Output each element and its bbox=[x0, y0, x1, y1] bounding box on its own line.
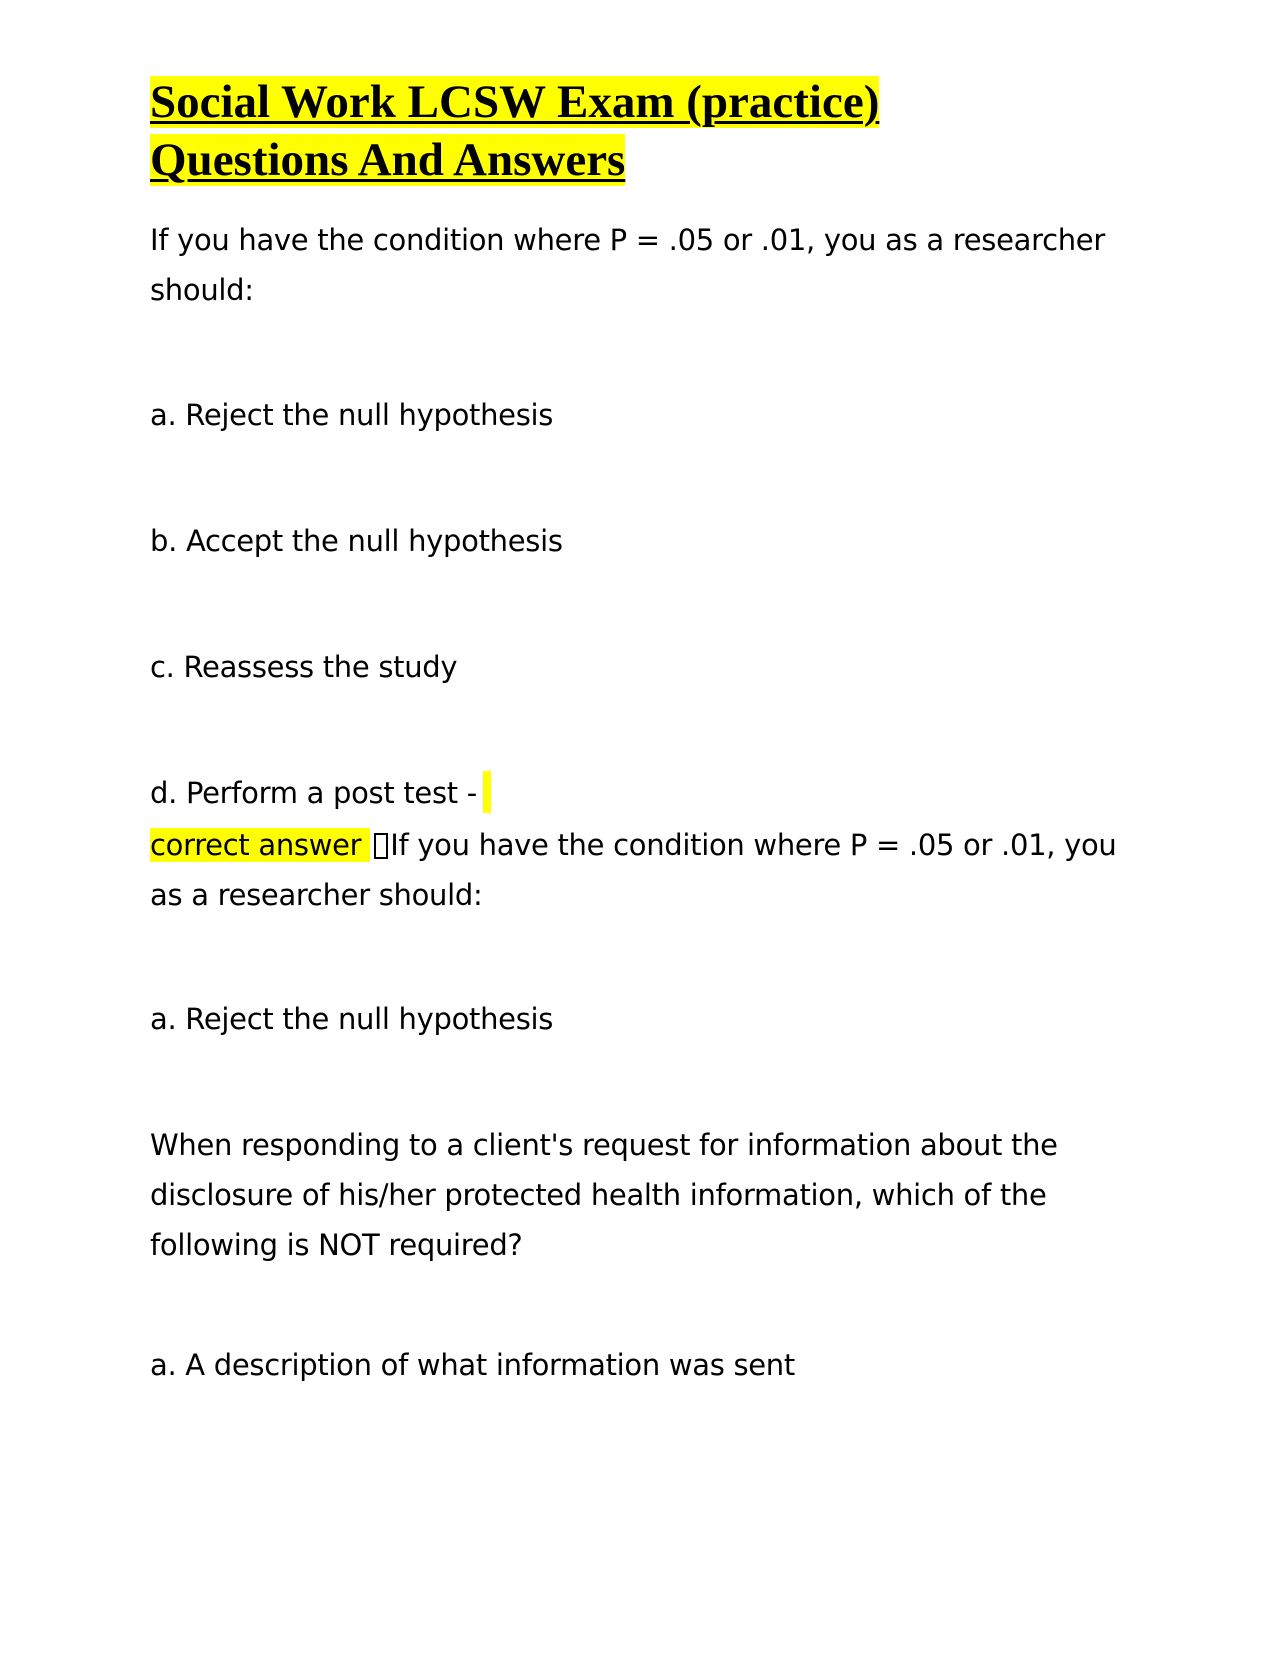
question-1-option-d: d. Perform a post test - bbox=[150, 776, 477, 810]
question-1-option-c: c. Reassess the study bbox=[150, 650, 458, 684]
missing-glyph-icon bbox=[374, 833, 388, 859]
correct-answer-paragraph bbox=[150, 820, 1130, 920]
title-line-1: Social Work LCSW Exam (practice) bbox=[150, 76, 880, 128]
question-1-option-a: a. Reject the null hypothesis bbox=[150, 398, 554, 432]
question-1-option-b: b. Accept the null hypothesis bbox=[150, 524, 563, 558]
question-1-option-d-line bbox=[150, 768, 1130, 818]
repeat-question-text: If you have the condition where P = .05 or .01, you as a researcher should: bbox=[150, 828, 1117, 912]
question-1-answer: a. Reject the null hypothesis bbox=[150, 1002, 554, 1036]
question-2-text: When responding to a client's request for information about the disclosure of his/her protected health information, which of the following is NOT required? bbox=[150, 1128, 1058, 1262]
title-line-2: Questions And Answers bbox=[150, 134, 626, 186]
question-2-option-a: a. A description of what information was sent bbox=[150, 1348, 795, 1382]
question-1-text: If you have the condition where P = .05 or .01, you as a researcher should: bbox=[150, 223, 1105, 307]
document-title bbox=[150, 73, 1150, 189]
correct-answer-label: correct answer bbox=[150, 828, 371, 862]
highlight-mark bbox=[483, 771, 491, 813]
